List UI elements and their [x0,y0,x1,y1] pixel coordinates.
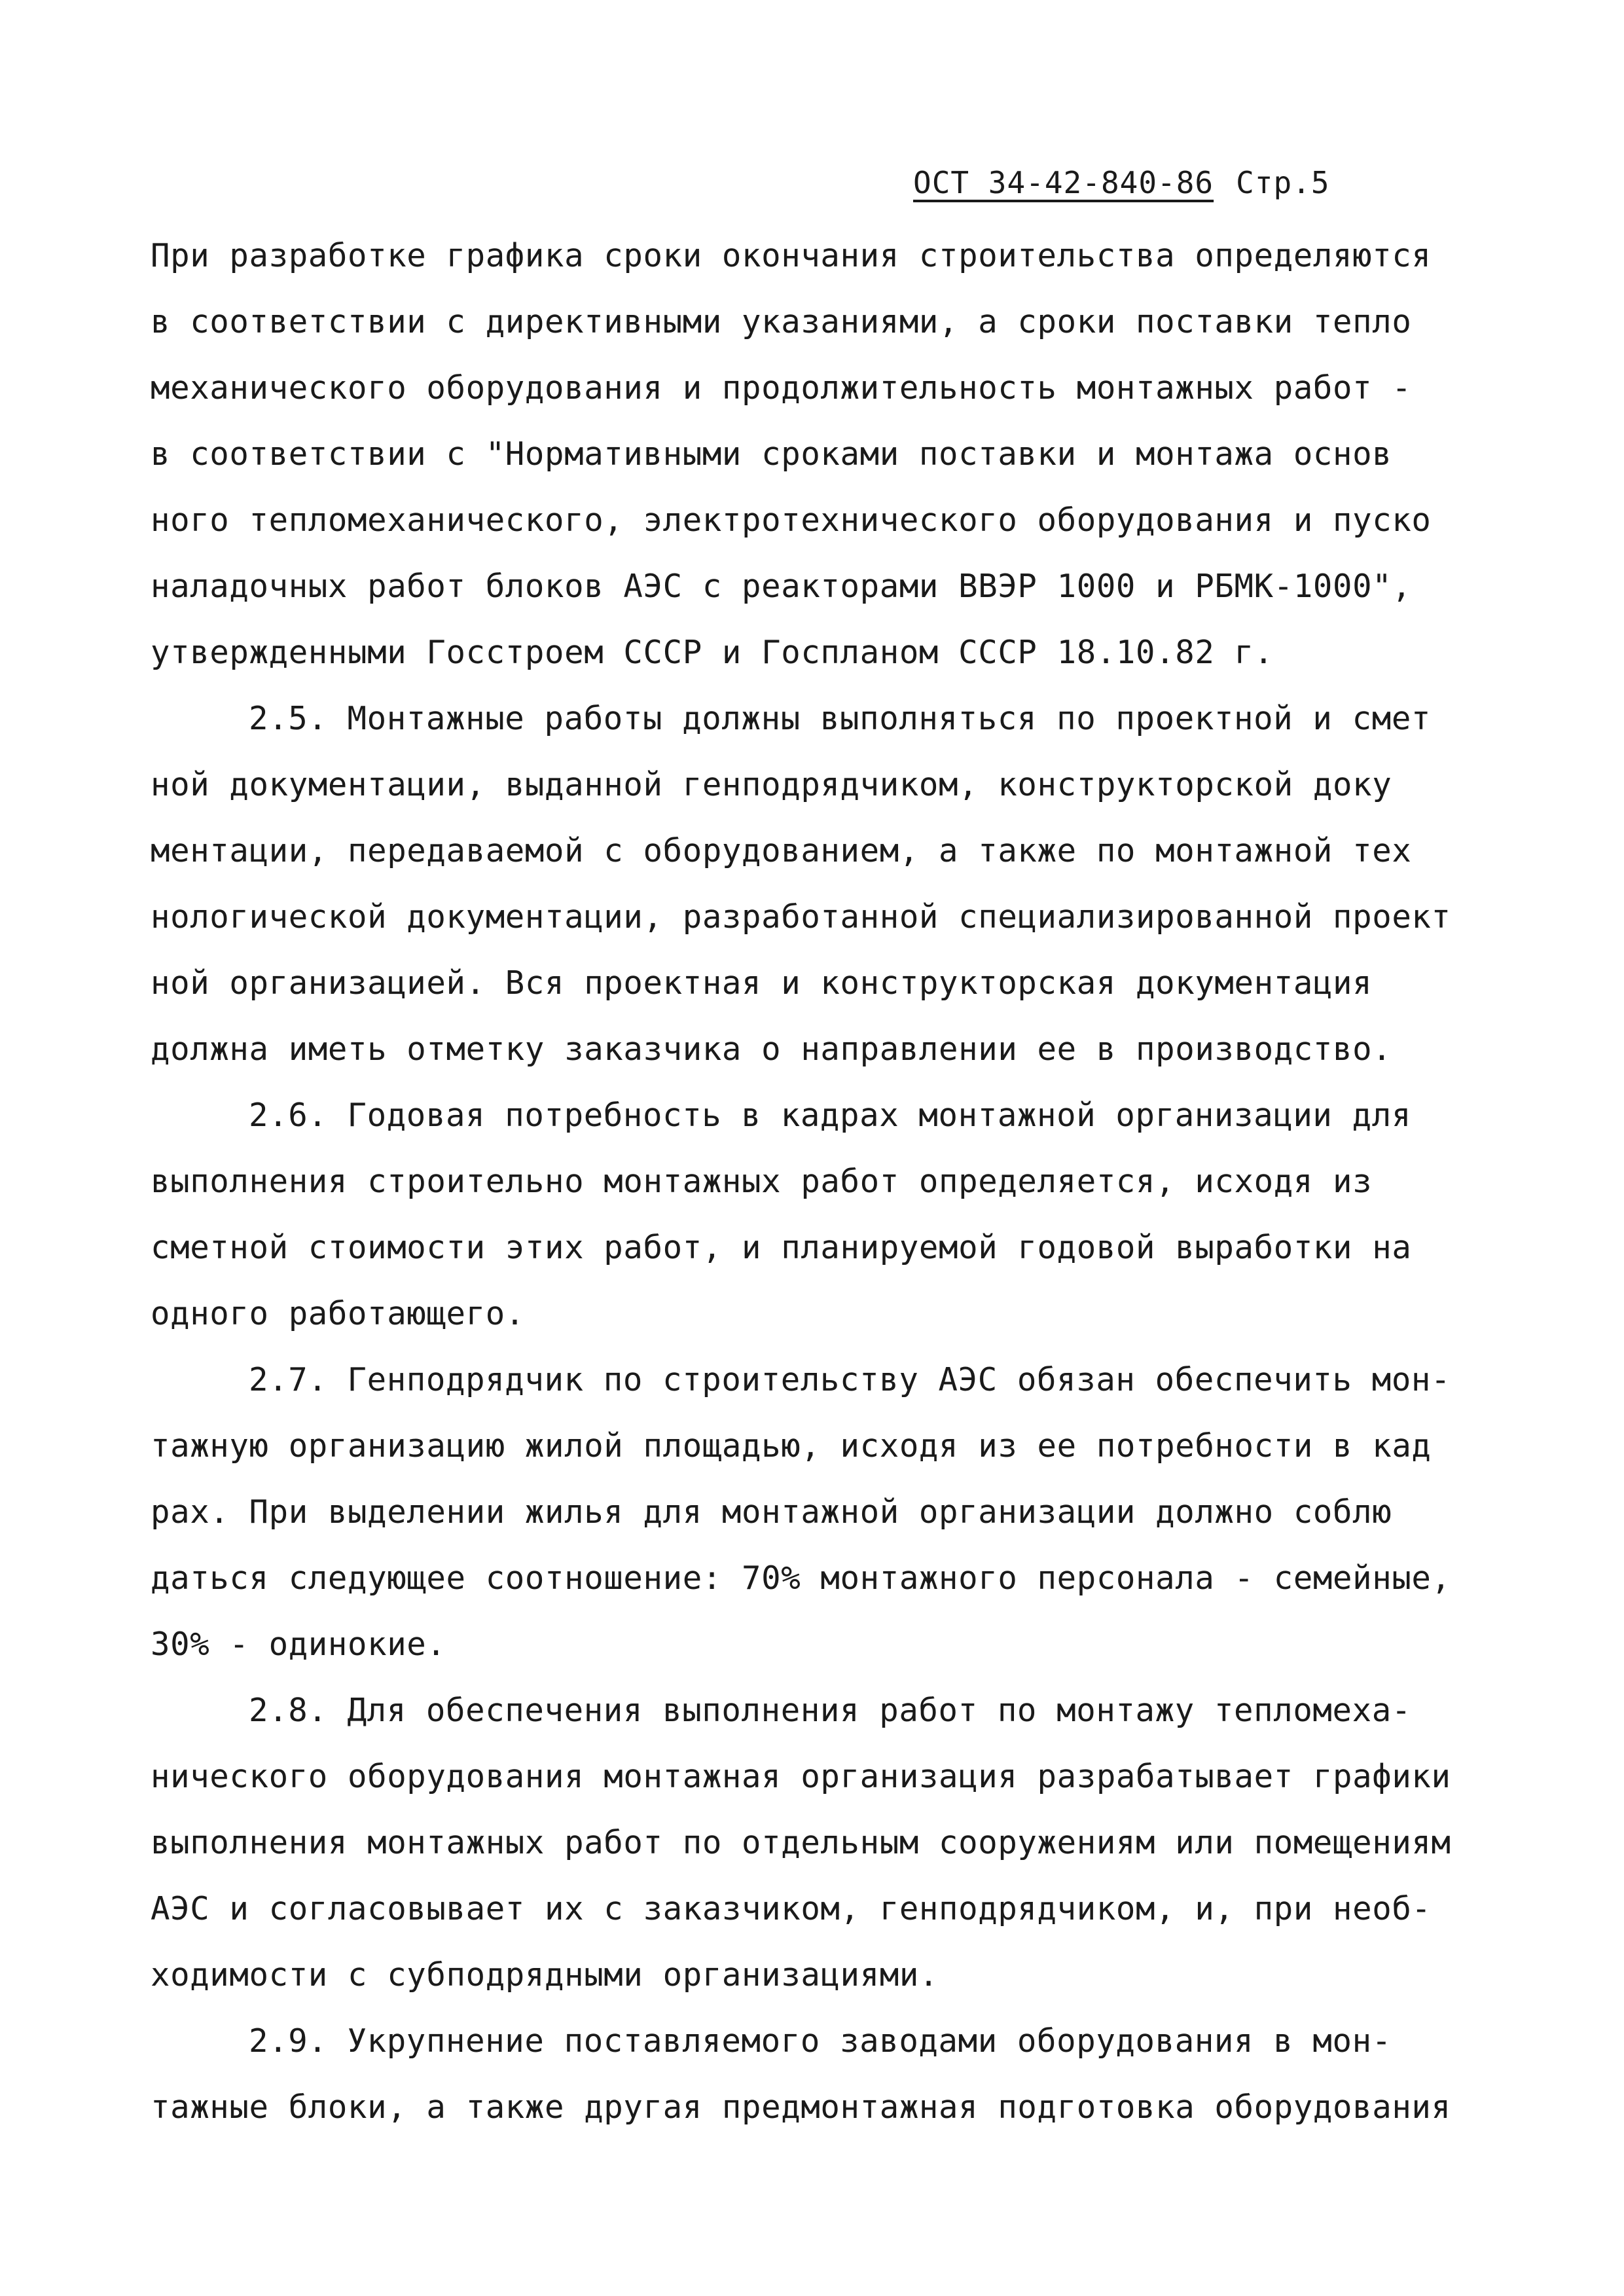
text-line: нического оборудования монтажная организация разрабатывает графики [151,1758,1451,1795]
standard-code: ОСТ 34-42-840-86 [913,165,1214,200]
text-line: 2.9. Укрупнение поставляемого заводами оборудования в мон- [249,2022,1392,2060]
text-line: тажные блоки, а также другая предмонтажная подготовка оборудования [151,2088,1451,2126]
text-line: 2.5. Монтажные работы должны выполняться по проектной и смет [249,700,1432,737]
text-line: выполнения монтажных работ по отдельным сооружениям или помещениям [151,1824,1451,1861]
text-line: рах. При выделении жилья для монтажной организации должно соблю [151,1493,1392,1531]
page-header [913,165,1330,200]
text-line: должна иметь отметку заказчика о направлении ее в производство. [151,1030,1392,1068]
text-line: в соответствии с директивными указаниями, а сроки поставки тепло [151,303,1412,340]
text-line: АЭС и согласовывает их с заказчиком, генподрядчиком, и, при необ- [151,1890,1432,1927]
text-line: При разработке графика сроки окончания строительства определяются [151,237,1432,274]
text-line: в соответствии с "Нормативными сроками поставки и монтажа основ [151,435,1392,473]
text-line: ментации, передаваемой с оборудованием, а также по монтажной тех [151,832,1412,869]
text-line: 2.7. Генподрядчик по строительству АЭС обязан обеспечить мон- [249,1361,1451,1398]
text-line: выполнения строительно монтажных работ определяется, исходя из [151,1163,1373,1200]
text-line: утвержденными Госстроем СССР и Госпланом СССР 18.10.82 г. [151,634,1274,671]
body-text [151,223,1492,2140]
text-line: ного тепломеханического, электротехнического оборудования и пуско [151,501,1432,539]
text-line: ной организацией. Вся проектная и конструкторская документация [151,964,1373,1002]
text-line: механического оборудования и продолжительность монтажных работ - [151,369,1412,407]
text-line: ходимости с субподрядными организациями. [151,1956,939,1994]
page-number: Стр.5 [1236,165,1330,200]
text-line: 2.8. Для обеспечения выполнения работ по монтажу тепломеха- [249,1692,1411,1729]
text-line: ной документации, выданной генподрядчиком, конструкторской доку [151,766,1392,803]
text-line: 30% - одинокие. [151,1626,446,1663]
text-line: сметной стоимости этих работ, и планируемой годовой выработки на [151,1229,1412,1266]
text-line: одного работающего. [151,1295,525,1332]
text-line: даться следующее соотношение: 70% монтажного персонала - семейные, [151,1559,1451,1597]
text-line: нологической документации, разработанной специализированной проект [151,898,1451,936]
text-line: наладочных работ блоков АЭС с реакторами ВВЭР 1000 и РБМК-1000", [151,568,1412,605]
text-line: 2.6. Годовая потребность в кадрах монтажной организации для [249,1097,1411,1134]
text-line: тажную организацию жилой площадью, исходя из ее потребности в кад [151,1427,1432,1465]
